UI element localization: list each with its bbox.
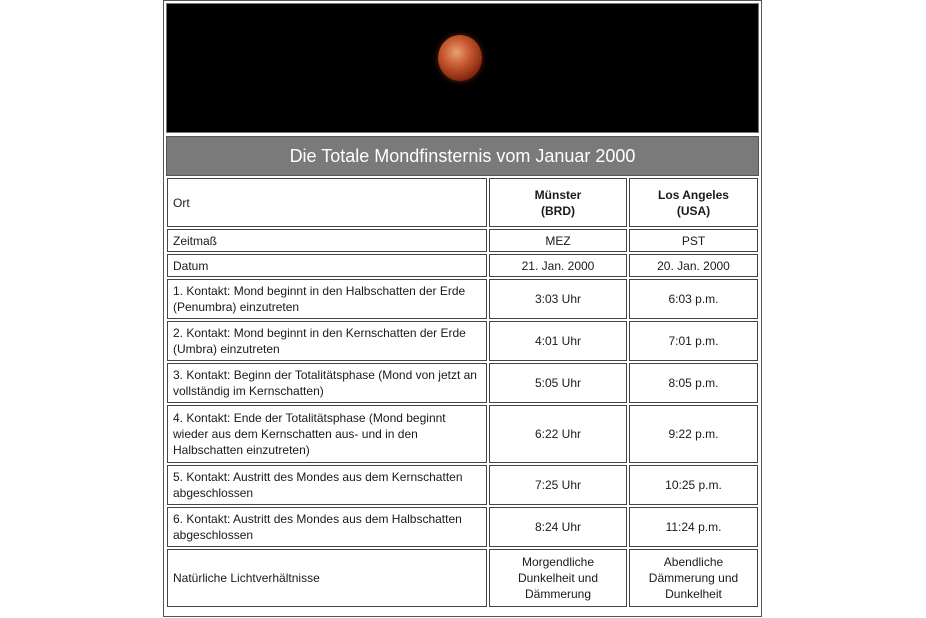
table-row bbox=[167, 229, 758, 252]
row-label: 2. Kontakt: Mond beginnt in den Kernschatten der Erde (Umbra) einzutreten bbox=[167, 321, 487, 361]
row-label: Datum bbox=[167, 254, 487, 277]
row-value-los-angeles: 9:22 p.m. bbox=[629, 405, 758, 463]
row-value-los-angeles: 6:03 p.m. bbox=[629, 279, 758, 319]
row-value-los-angeles: Abendliche Dämmerung und Dunkelheit bbox=[629, 549, 758, 607]
moon-icon bbox=[438, 35, 482, 81]
row-label: 3. Kontakt: Beginn der Totalitätsphase (Mond von jetzt an vollständig im Kernschatten) bbox=[167, 363, 487, 403]
table-row bbox=[167, 507, 758, 547]
row-value-los-angeles: 10:25 p.m. bbox=[629, 465, 758, 505]
row-value-muenster: 8:24 Uhr bbox=[489, 507, 627, 547]
table-row bbox=[167, 465, 758, 505]
row-value-los-angeles: 11:24 p.m. bbox=[629, 507, 758, 547]
header-cell-ort: Ort bbox=[167, 178, 487, 227]
table-row bbox=[167, 254, 758, 277]
row-value-muenster: 5:05 Uhr bbox=[489, 363, 627, 403]
table-row bbox=[167, 279, 758, 319]
row-value-los-angeles: 20. Jan. 2000 bbox=[629, 254, 758, 277]
table-row bbox=[167, 363, 758, 403]
row-label: 1. Kontakt: Mond beginnt in den Halbschatten der Erde (Penumbra) einzutreten bbox=[167, 279, 487, 319]
table-row bbox=[167, 405, 758, 463]
row-value-muenster: Morgendliche Dunkelheit und Dämmerung bbox=[489, 549, 627, 607]
eclipse-table-frame bbox=[163, 0, 762, 617]
table-row bbox=[167, 549, 758, 607]
row-label: 4. Kontakt: Ende der Totalitätsphase (Mond beginnt wieder aus dem Kernschatten aus- und in den Halbschatten einzutreten) bbox=[167, 405, 487, 463]
header-cell-muenster: Münster (BRD) bbox=[489, 178, 627, 227]
row-value-muenster: 4:01 Uhr bbox=[489, 321, 627, 361]
row-value-los-angeles: 8:05 p.m. bbox=[629, 363, 758, 403]
page-title: Die Totale Mondfinsternis vom Januar 2000 bbox=[166, 136, 759, 176]
row-value-muenster: 6:22 Uhr bbox=[489, 405, 627, 463]
row-label: 6. Kontakt: Austritt des Mondes aus dem Halbschatten abgeschlossen bbox=[167, 507, 487, 547]
table-row bbox=[167, 321, 758, 361]
row-value-muenster: 21. Jan. 2000 bbox=[489, 254, 627, 277]
row-value-los-angeles: 7:01 p.m. bbox=[629, 321, 758, 361]
row-label: Natürliche Lichtverhältnisse bbox=[167, 549, 487, 607]
row-value-los-angeles: PST bbox=[629, 229, 758, 252]
row-value-muenster: 3:03 Uhr bbox=[489, 279, 627, 319]
row-label: 5. Kontakt: Austritt des Mondes aus dem Kernschatten abgeschlossen bbox=[167, 465, 487, 505]
row-label: Zeitmaß bbox=[167, 229, 487, 252]
header-cell-los-angeles: Los Angeles (USA) bbox=[629, 178, 758, 227]
row-value-muenster: 7:25 Uhr bbox=[489, 465, 627, 505]
row-value-muenster: MEZ bbox=[489, 229, 627, 252]
table-header-row bbox=[167, 178, 758, 227]
eclipse-photo bbox=[166, 3, 759, 133]
eclipse-data-table bbox=[165, 176, 760, 609]
